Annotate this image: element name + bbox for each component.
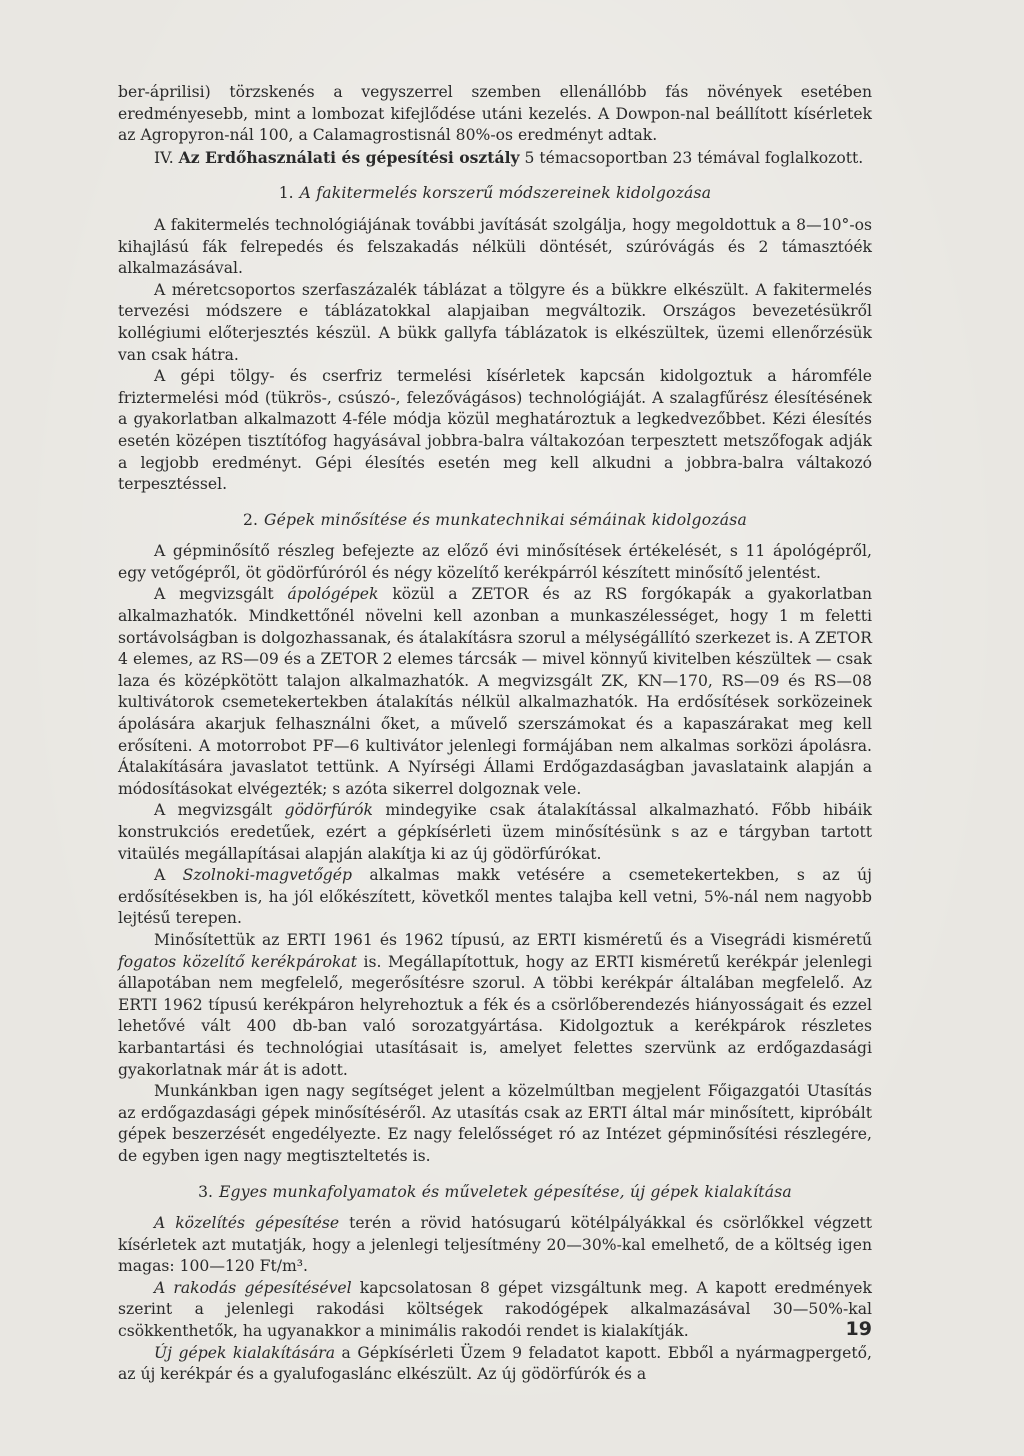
paragraph bbox=[118, 584, 872, 800]
emphasis-term: A rakodás gépesítésével bbox=[154, 1278, 352, 1297]
emphasis-term: Szolnoki-magvetőgép bbox=[182, 866, 353, 885]
roman-numeral: IV. bbox=[154, 148, 179, 167]
emphasis-term: ápológépek bbox=[287, 585, 379, 604]
paragraph-text: 5 témacsoportban 23 témával foglalkozott. bbox=[519, 148, 864, 167]
department-name: Az Erdőhasználati és gépesítési osztály bbox=[178, 147, 520, 167]
paragraph: A gépi tölgy- és cserfriz termelési kísérletek kapcsán kidolgoztuk a háromféle friztermelési mód (tükrös-, csúszó-, felezővágásos) technológiáját. A szalagfűrész élesítésének a gyakorlatban alkalmazott 4-féle módja közül meghatároztuk a legkedvezőbbet. Kézi élesítés esetén középen tisztítófog hagyásával jobbra-balra váltakozóan terpesztett metszőfogak adják a legjobb eredményt. Gépi élesítés esetén meg kell alkudni a jobbra-balra váltakozó terpesztéssel. bbox=[118, 367, 872, 494]
paragraph-text: alkalmas makk vetésére a csemetekertekben, s az új erdősítésekben is, ha jól előkészített, követkől mentes talajba kell vetni, 5%-nál nem nagyobb lejtésű terepen. bbox=[118, 866, 872, 928]
emphasis-term: Új gépek kialakítására bbox=[154, 1343, 335, 1362]
section-title: Egyes munkafolyamatok és műveletek gépesítése, új gépek kialakítása bbox=[218, 1182, 792, 1201]
paragraph: A gépminősítő részleg befejezte az előző évi minősítések értékelését, s 11 ápológépről, egy vetőgépről, öt gödörfúróról és négy közelítő kerékpárról készített minősítő jelentést. bbox=[118, 542, 872, 582]
section-heading-1 bbox=[118, 183, 872, 205]
paragraph-text: közül a ZETOR és az RS forgókapák a gyakorlatban alkalmazhatók. Mindkettőnél növelni kell azonban a munkaszélességet, hogy 1 m feletti sortávolságban is dolgozhassanak, és átalakításra szorul a mélységállító szerkezet is. A ZETOR 4 elemes, az RS—09 és a ZETOR 2 elemes tárcsák — mivel könnyű kivitelben készültek — csak laza és középkötött talajon alkalmazhatók. A megvizsgált ZK, KN—170, RS—09 és RS—08 kultivátorok csemetekertekben átalakítás nélkül alkalmazhatók. Ha erdősítések sorközeinek ápolására akarjuk felhasználni őket, a művelő szerszámokat és a kapaszárakat meg kell erősíteni. A motorrobot PF—6 kultivátor jelenlegi formájában nem alkalmas sorközi ápolásra. Átalakítására javaslatot tettünk. A Nyírségi Állami Erdőgazdaságban javaslataink alapján a módosításokat elvégezték; s azóta sikerrel dolgoznak vele. bbox=[118, 585, 872, 798]
paragraph bbox=[118, 865, 872, 930]
body-text bbox=[118, 82, 872, 1386]
paragraph-text: Minősítettük az ERTI 1961 és 1962 típusú, az ERTI kisméretű és a Visegrádi kisméretű bbox=[154, 930, 872, 949]
paragraph-continued: ber-áprilisi) törzskenés a vegyszerrel szemben ellenállóbb fás növények esetében eredményesebb, mint a lombozat kifejlődése utáni kezelés. A Dowpon-nal beállított kísérletek az Agropyron-nál 100, a Calamagrostisnál 80%-os eredményt adtak. bbox=[118, 83, 872, 145]
paragraph-text: A megvizsgált bbox=[154, 801, 285, 820]
paragraph bbox=[118, 930, 872, 1081]
paragraph: Munkánkban igen nagy segítséget jelent a közelmúltban megjelent Főigazgatói Utasítás az erdőgazdasági gépek minősítéséről. Az utasítás csak az ERTI által már minősített, kipróbált gépek beszerzését engedélyezte. Ez nagy felelősséget ró az Intézet gépminősítési részlegére, de egyben igen nagy megtiszteltetés is. bbox=[118, 1082, 872, 1165]
paragraph-text: a Gépkísérleti Üzem 9 feladatot kapott. Ebből a nyármagpergető, az új kerékpár és a gyalufogaslánc elkészült. Az új gödörfúrók és a bbox=[118, 1343, 872, 1384]
page-number: 19 bbox=[845, 1318, 872, 1340]
paragraph-text: is. Megállapítottuk, hogy az ERTI kisméretű kerékpár jelenlegi állapotában nem megfelelő, megerősítésre szorul. A többi kerékpár általában megfelelő. Az ERTI 1962 típusú kerékpáron helyrehoztuk a fék és a csörlőberendezés hiányosságait és ezzel lehetővé vált 400 db-ban való sorozatgyártása. Kidolgoztuk a kerékpárok részletes karbantartási és technológiai utasításait is, amelyet felettes szervünk az erdőgazdasági gyakorlatnak már át is adott. bbox=[118, 952, 873, 1079]
emphasis-term: gödörfúrók bbox=[284, 801, 373, 820]
paragraph-text: A bbox=[154, 866, 183, 885]
paragraph: A fakitermelés technológiájának további javítását szolgálja, hogy megoldottuk a 8—10°-os kihajlású fák felrepedés és felszakadás nélküli döntését, szúróvágás és 2 támasztóék alkalmazásával. bbox=[118, 215, 872, 278]
emphasis-term: fogatos közelítő kerékpárokat bbox=[118, 952, 357, 971]
paragraph-text: mindegyike csak átalakítással alkalmazható. Főbb hibáik konstrukciós eredetűek, ezért a gépkísérleti üzem minősítésünk s az e tárgyban tartott vitaülés megállapításai alapján alakítja ki az új gödörfúrókat. bbox=[118, 801, 872, 863]
section-title: A fakitermelés korszerű módszereinek kidolgozása bbox=[299, 184, 712, 203]
paragraph-text: kapcsolatosan 8 gépet vizsgáltunk meg. A kapott eredmények szerint a jelenlegi rakodási költségek rakodógépek alkalmazásával 30—50%-kal csökkenthetők, ha ugyanakkor a minimális rakodói rendet is kialakítják. bbox=[118, 1278, 872, 1341]
paragraph bbox=[118, 1213, 872, 1278]
paragraph-text: terén a rövid hatósugarú kötélpályákkal és csörlőkkel végzett kísérletek azt mutatják, hogy a jelenlegi teljesítmény 20—30%-kal emelhető, de a költség igen magas: 100—120 Ft/m³. bbox=[118, 1214, 872, 1276]
paragraph: A méretcsoportos szerfaszázalék táblázat a tölgyre és a bükkre elkészült. A fakitermelés tervezési módszere e táblázatokkal alapjaiban megváltozik. Országos bevezetésükről kollégiumi előterjesztés készül. A bükk gallyfa táblázatok is elkészültek, üzemi ellenőrzésük van csak hátra. bbox=[118, 280, 872, 364]
paragraph bbox=[118, 800, 872, 865]
paragraph-text: A megvizsgált bbox=[154, 585, 288, 604]
section-heading-2 bbox=[118, 510, 872, 532]
paragraph-section-iv bbox=[118, 147, 872, 170]
section-title: Gépek minősítése és munkatechnikai sémáinak kidolgozása bbox=[263, 510, 747, 529]
section-number: 1. bbox=[278, 184, 294, 203]
paragraph bbox=[118, 1278, 872, 1343]
section-heading-3 bbox=[118, 1182, 872, 1204]
section-number: 2. bbox=[243, 510, 258, 529]
paragraph bbox=[118, 1343, 872, 1386]
emphasis-term: A közelítés gépesítése bbox=[154, 1214, 340, 1233]
section-number: 3. bbox=[198, 1182, 213, 1201]
